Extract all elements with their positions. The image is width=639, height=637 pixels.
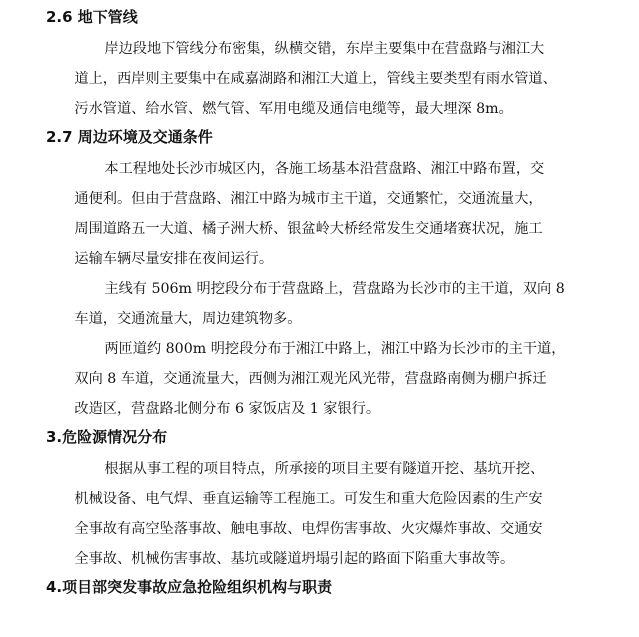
text-line: 周围道路五一大道、橘子洲大桥、银盆岭大桥经常发生交通堵赛状况，施工 xyxy=(74,221,543,237)
text-line: 本工程地处长沙市城区内，各施工场基本沿营盘路、湘江中路布置，交 xyxy=(104,161,545,177)
paragraph xyxy=(46,334,617,424)
text-line: 通便利。但由于营盘路、湘江中路为城市主干道，交通繁忙，交通流量大， xyxy=(74,191,543,207)
text-line: 岸边段地下管线分布密集，纵横交错，东岸主要集中在营盘路与湘江大 xyxy=(104,41,545,57)
text-line: 机械设备、电气焊、垂直运输等工程施工。可发生和重大危险因素的生产安 xyxy=(74,491,543,507)
text-line: 全事故、机械伤害事故、基坑或隧道坍塌引起的路面下陷重大事故等。 xyxy=(74,551,515,567)
section-heading: 4.项目部突发事故应急抢险组织机构与职责 xyxy=(46,578,333,596)
text-line: 全事故有高空坠落事故、触电事故、电焊伤害事故、火灾爆炸事故、交通安 xyxy=(74,521,543,537)
text-line: 主线有 506m 明挖段分布于营盘路上，营盘路为长沙市的主干道，双向 8 xyxy=(104,281,565,297)
section-hazard-sources xyxy=(46,426,617,574)
text-line: 污水管道、给水管、燃气管、军用电缆及通信电缆等，最大埋深 8m。 xyxy=(74,101,513,117)
text-line: 改造区，营盘路北侧分布 6 家饭店及 1 家银行。 xyxy=(74,401,381,417)
section-emergency-organization xyxy=(46,576,617,598)
section-heading: 2.7 周边环境及交通条件 xyxy=(46,128,213,146)
section-surrounding-traffic xyxy=(46,126,617,424)
text-line: 两匝道约 800m 明挖段分布于湘江中路上，湘江中路为长沙市的主干道， xyxy=(104,341,566,357)
paragraph xyxy=(46,34,617,124)
text-line: 车道，交通流量大，周边建筑物多。 xyxy=(74,311,302,327)
paragraph xyxy=(46,154,617,274)
section-underground-pipelines xyxy=(46,6,617,124)
text-line: 双向 8 车道，交通流量大，西侧为湘江观光风光带，营盘路南侧为棚户拆迁 xyxy=(74,371,547,387)
section-heading: 2.6 地下管线 xyxy=(46,8,138,26)
paragraph xyxy=(46,454,617,574)
text-line: 道上，西岸则主要集中在咸嘉湖路和湘江大道上，管线主要类型有雨水管道、 xyxy=(74,71,557,87)
text-line: 运输车辆尽量安排在夜间运行。 xyxy=(74,251,274,267)
section-heading: 3.危险源情况分布 xyxy=(46,428,168,446)
text-line: 根据从事工程的项目特点，所承接的项目主要有隧道开挖、基坑开挖、 xyxy=(104,461,545,477)
paragraph xyxy=(46,274,617,334)
